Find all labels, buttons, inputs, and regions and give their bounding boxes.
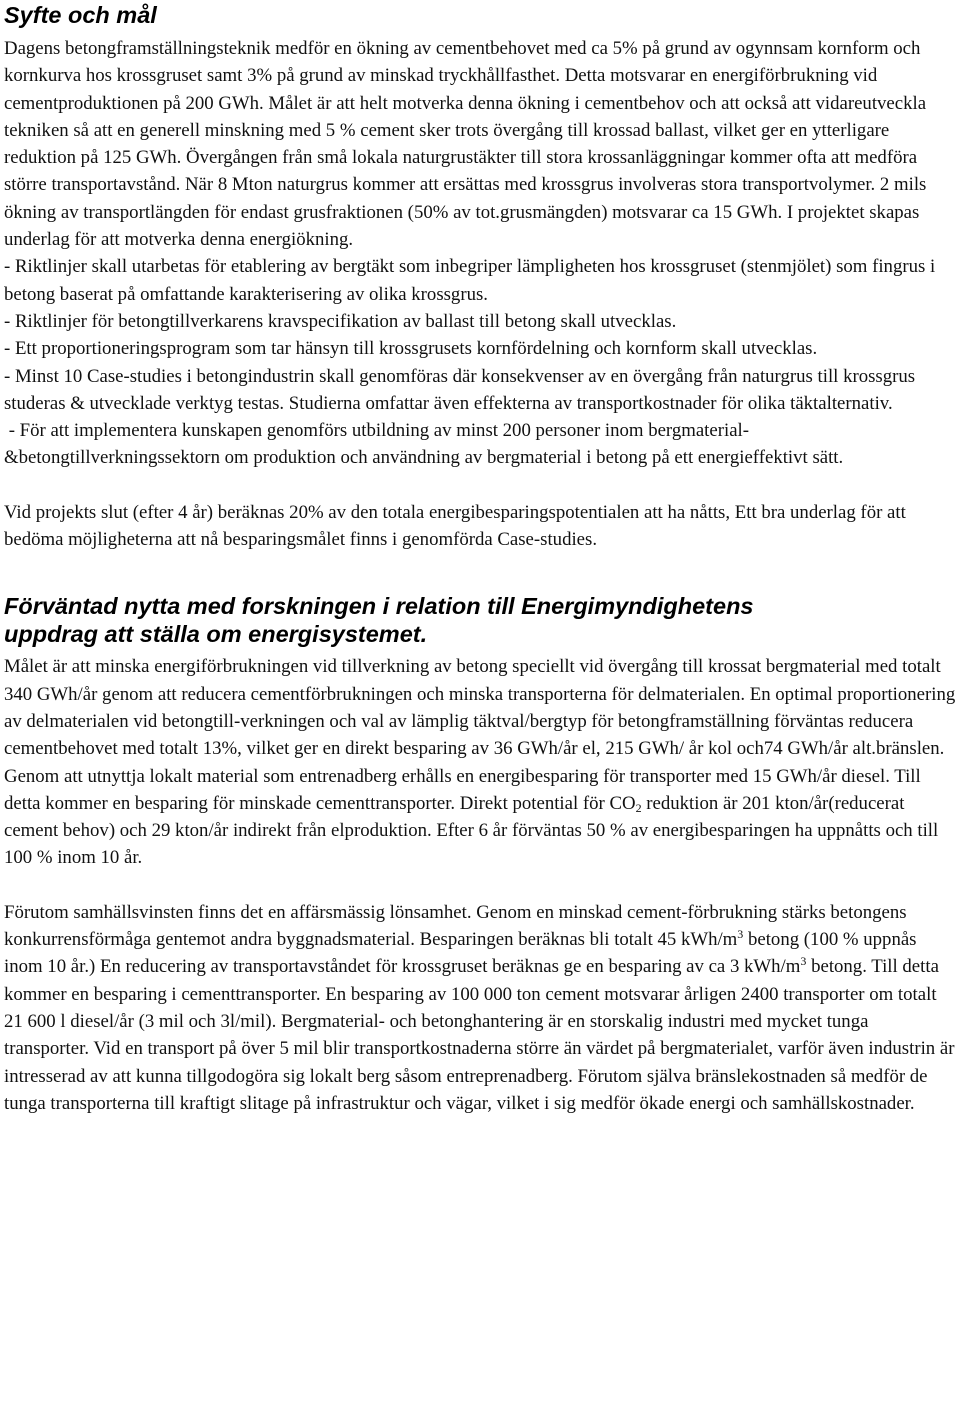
conclusion-paragraph: Vid projekts slut (efter 4 år) beräknas 20% av den totala energibesparingspotentialen att ha nåtts, Ett bra underlag för att bedöma möjligheterna att nå besparingsmålet finns i genomförda Case-studies. <box>4 501 906 551</box>
intro-paragraph: Dagens betongframställningsteknik medför en ökning av cementbehovet med ca 5% på grund av ogynnsam kornform och kornkurva hos krossgruset samt 3% på grund av minskad tryckhållfasthet. Detta motsvarar en energiförbrukning vid cementproduktionen på 200 GWh. Målet är att helt motverka denna ökning i cementbehov och att också att vidareutveckla tekniken så att en generell minskning med 5 % cement sker trots övergång till krossad ballast, vilket ger en ytterligare reduktion på 125 GWh. Övergången från små lokala naturgrustäkter till stora krossanläggningar kommer ofta att medföra större transportavstånd. När 8 Mton naturgrus kommer att ersättas med krossgrus involveras stora transportvolymer. 2 mils ökning av transportlängden för endast grusfraktionen (50% av tot.grusmängden) motsvarar ca 15 GWh. I projektet skapas underlag för att motverka denna energiökning. <box>4 38 927 251</box>
heading-line: Förväntad nytta med forskningen i relation till Energimyndighetens <box>4 593 754 620</box>
bullet-item: - Ett proportioneringsprogram som tar hänsyn till krossgrusets kornfördelning och kornform skall utvecklas. <box>4 338 818 360</box>
benefit-paragraph <box>4 653 958 871</box>
cubic-superscript: 3 <box>800 954 807 969</box>
business-paragraph <box>4 899 958 1117</box>
heading-line: uppdrag att ställa om energisystemet. <box>4 621 428 648</box>
bullet-item: - Riktlinjer skall utarbetas för etablering av bergtäkt som inbegriper lämpligheten hos krossgruset (stenmjölet) som fingrus i betong baserat på omfattande karakterisering av olika krossgrus. <box>4 256 936 305</box>
section-heading-forvantad-nytta <box>4 592 958 648</box>
text-run: betong (100 % uppnås inom 10 år.) En reducering av transportavståndet för krossgruset beräknas ge en besparing av ca 3 kWh/m <box>4 929 917 978</box>
bullet-item: - Riktlinjer för betongtillverkarens kravspecifikation av ballast till betong skall utvecklas. <box>4 310 677 332</box>
text-run: reduktion är 201 kton/år(reducerat cement behov) och 29 kton/år indirekt från elproduktion. Efter 6 år förväntas 50 % av energibesparingen ha uppnåtts och till 100 % inom 10 år. <box>4 792 939 869</box>
text-run: betong. Till detta kommer en besparing i cementtransporter. En besparing av 100 000 ton cement motsvarar årligen 2400 transporter om totalt 21 600 l diesel/år (3 mil och 3l/mil). Bergmaterial- och betonghantering är en storskalig industri med mycket tunga transporter. Vid en transport på över 5 mil blir transportkostnaderna större än värdet på bergmaterialet, varför även industrin är intresserad av att kunna tillgodogöra sig lokalt berg såsom entreprenadberg. Förutom själva bränslekostnaden så medför de tunga transporterna till kraftigt slitage på infrastruktur och vägar, vilket i sig medför ökade energi och samhällskostnader. <box>4 956 955 1114</box>
bullet-item: - Minst 10 Case-studies i betongindustrin skall genomföras där konsekvenser av en övergång från naturgrus till krossgrus studeras & utvecklade verktyg testas. Studierna omfattar även effekterna av transportkostnader för olika täktalternativ. <box>4 365 916 414</box>
text-run: Förutom samhällsvinsten finns det en affärsmässig lönsamhet. Genom en minskad cement-förbrukning stärks betongens konkurrensförmåga gentemot andra byggnadsmaterial. Besparingen beräknas bli totalt 45 kWh/m <box>4 901 907 951</box>
text-run: Målet är att minska energiförbrukningen vid tillverkning av betong speciellt vid övergång till krossat bergmaterial med totalt 340 GWh/år genom att reducera cementförbrukningen och minska transporterna för delmaterialen. En optimal proportionering av delmaterialen vid betongtill-verkningen och val av lämplig täktval/bergtyp för betongframställning förväntas reducera cementbehovet med totalt 13%, vilket ger en direkt besparing av 36 GWh/år el, 215 GWh/ år kol och74 GWh/år alt.bränslen. Genom att utnyttja lokalt material som entrenadberg erhålls en energibesparing för transporter med 15 GWh/år diesel. Till detta kommer en besparing för minskade cementtransporter. Direkt potential för CO <box>4 656 956 814</box>
cubic-superscript: 3 <box>737 927 744 942</box>
paragraph-spacer <box>4 472 958 499</box>
paragraph-spacer <box>4 872 958 899</box>
co2-subscript: 2 <box>635 800 642 815</box>
document-page <box>4 0 958 1117</box>
bullet-item: - För att implementera kunskapen genomförs utbildning av minst 200 personer inom bergmaterial-&betongtillverkningssektorn om produktion och användning av bergmaterial i betong på ett energieffektivt sätt. <box>4 420 844 469</box>
section-heading-syfte: Syfte och mål <box>4 2 157 28</box>
